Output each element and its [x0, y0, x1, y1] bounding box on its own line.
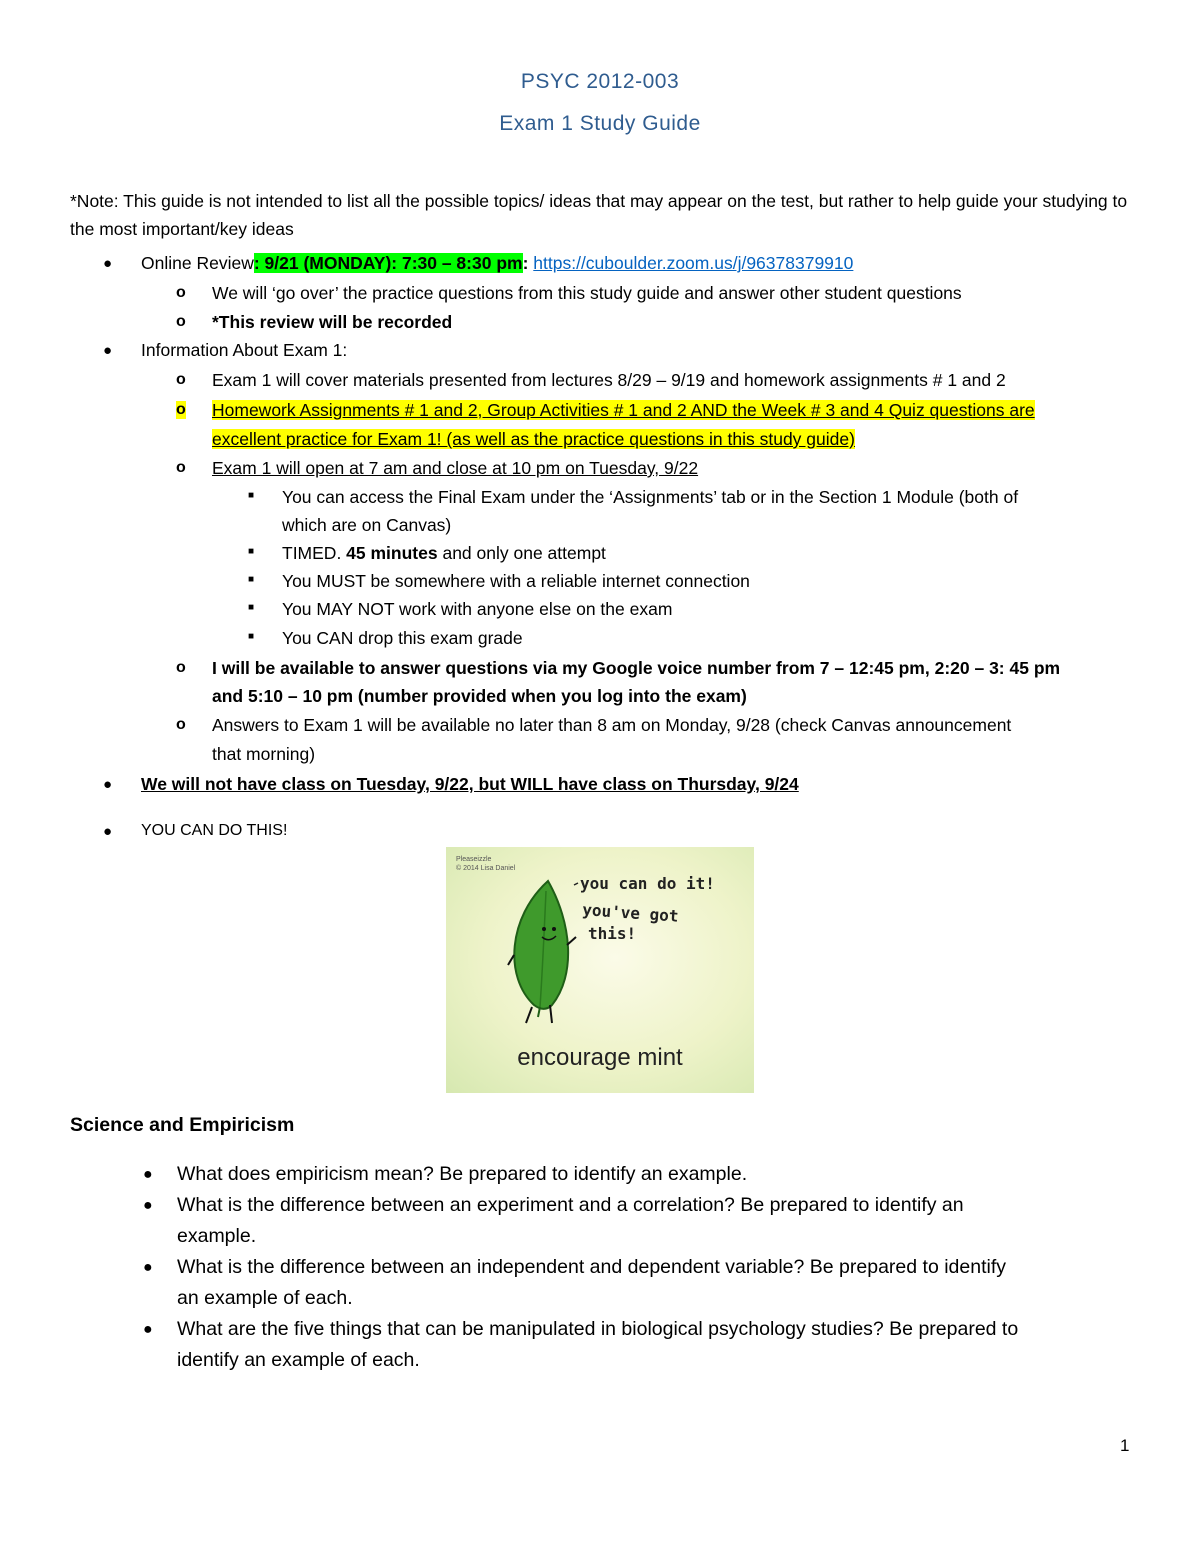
- speech-line-2: you've got: [581, 900, 680, 926]
- access-item-cont: which are on Canvas): [282, 515, 452, 535]
- sub-bullet-icon: o: [176, 659, 186, 676]
- bullet-icon: ●: [143, 1259, 153, 1276]
- voice-item-cont: and 5:10 – 10 pm (number provided when you log into the exam): [212, 686, 747, 706]
- course-code: PSYC 2012-003: [520, 70, 680, 93]
- question-line: What are the five things that can be manipulated in biological psychology studies? Be prepared to: [177, 1318, 1019, 1340]
- square-bullet-icon: ■: [248, 574, 255, 585]
- timed-pre: TIMED.: [282, 543, 347, 563]
- leaf-eye: [552, 927, 556, 931]
- bullet-icon: ●: [143, 1197, 153, 1214]
- access-item: You can access the Final Exam under the ‘Assignments’ tab or in the Section 1 Module (both of: [282, 487, 1019, 507]
- page-number: 1: [1120, 1436, 1130, 1455]
- sub-bullet-icon: o: [176, 459, 186, 476]
- speech-line-1: you can do it!: [580, 874, 715, 893]
- square-bullet-icon: ■: [248, 602, 255, 613]
- practice-line-1: Homework Assignments # 1 and 2, Group Activities # 1 and 2 AND the Week # 3 and 4 Quiz questions are: [212, 400, 1035, 420]
- practice-line-2: excellent practice for Exam 1! (as well as the practice questions in this study guide): [212, 429, 855, 449]
- bullet-icon: ●: [143, 1166, 153, 1183]
- question-line: What is the difference between an experiment and a correlation? Be prepared to identify an: [177, 1194, 964, 1216]
- mint-leaf-illustration: [446, 847, 754, 1093]
- practice-item-cont: [212, 425, 855, 454]
- sub-bullet-icon: o: [176, 401, 186, 418]
- review-colon: : 9/21 (MONDAY): 7:30 – 8:30 pm: [253, 253, 523, 273]
- question-item: [177, 1159, 1127, 1190]
- review-recorded-note: *This review will be recorded: [212, 312, 453, 332]
- exam-open-item: Exam 1 will open at 7 am and close at 10 pm on Tuesday, 9/22: [212, 458, 699, 478]
- encourage-item: YOU CAN DO THIS!: [141, 822, 288, 839]
- question-item: [177, 1314, 1127, 1376]
- leaf-arm: [508, 955, 514, 965]
- sub-bullet-icon: o: [176, 284, 186, 301]
- question-line: example.: [177, 1225, 257, 1247]
- square-bullet-icon: ■: [248, 490, 255, 501]
- bullet-icon: ●: [103, 255, 113, 272]
- question-line: identify an example of each.: [177, 1349, 420, 1371]
- practice-item: [212, 396, 1035, 425]
- image-caption: encourage mint: [517, 1044, 683, 1071]
- sub-bullet-icon: o: [176, 371, 186, 388]
- question-line: What does empiricism mean? Be prepared to identify an example.: [177, 1163, 748, 1185]
- answers-item-cont: that morning): [212, 744, 316, 764]
- timed-post: and only one attempt: [437, 543, 606, 563]
- review-label: Online Review: [141, 253, 254, 273]
- review-sep: :: [522, 253, 534, 273]
- internet-item: You MUST be somewhere with a reliable internet connection: [282, 571, 750, 591]
- alone-item: You MAY NOT work with anyone else on the exam: [282, 599, 673, 619]
- online-review-item: [141, 249, 853, 278]
- exam-info-label: Information About Exam 1:: [141, 340, 348, 360]
- sub-bullet-icon: o: [176, 313, 186, 330]
- square-bullet-icon: ■: [248, 631, 255, 642]
- leaf-eye: [542, 927, 546, 931]
- encourage-mint-image: [446, 847, 754, 1093]
- question-item: [177, 1190, 1127, 1252]
- sub-bullet-icon: o: [176, 716, 186, 733]
- timed-item: [282, 539, 606, 568]
- answers-item: Answers to Exam 1 will be available no later than 8 am on Monday, 9/28 (check Canvas announcement: [212, 715, 1012, 735]
- review-datetime: 9/21 (MONDAY): 7:30 – 8:30 pm: [259, 253, 523, 273]
- drop-item: You CAN drop this exam grade: [282, 628, 523, 648]
- review-sub-item: We will ‘go over’ the practice questions from this study guide and answer other student questions: [212, 283, 962, 303]
- class-note-item: We will not have class on Tuesday, 9/22, but WILL have class on Thursday, 9/24: [141, 774, 799, 794]
- page-title: Exam 1 Study Guide: [499, 112, 701, 135]
- timed-bold: 45 minutes: [346, 543, 438, 563]
- bullet-icon: ●: [103, 342, 113, 359]
- section-heading: Science and Empiricism: [70, 1114, 295, 1136]
- image-credit-2: © 2014 Lisa Daniel: [456, 865, 516, 872]
- bullet-icon: ●: [103, 823, 113, 840]
- image-credit-1: Pleaseizzle: [456, 856, 492, 863]
- speech-line-3: this!: [588, 924, 637, 943]
- square-bullet-icon: ■: [248, 546, 255, 557]
- question-line: an example of each.: [177, 1287, 353, 1309]
- speech-dash: [574, 883, 578, 885]
- question-line: What is the difference between an independent and dependent variable? Be prepared to identify: [177, 1256, 1006, 1278]
- question-item: [177, 1252, 1127, 1314]
- voice-item: I will be available to answer questions via my Google voice number from 7 – 12:45 pm, 2:20 – 3: 45 pm: [212, 658, 1061, 678]
- intro-note: *Note: This guide is not intended to list all the possible topics/ ideas that may appear on the test, but rather to help guide your studying to the most important/key ideas: [70, 191, 1128, 239]
- bullet-icon: ●: [143, 1321, 153, 1338]
- zoom-link[interactable]: https://cuboulder.zoom.us/j/96378379910: [533, 253, 854, 273]
- bullet-icon: ●: [103, 776, 113, 793]
- exam-cover-item: Exam 1 will cover materials presented from lectures 8/29 – 9/19 and homework assignments # 1 and 2: [212, 370, 1006, 390]
